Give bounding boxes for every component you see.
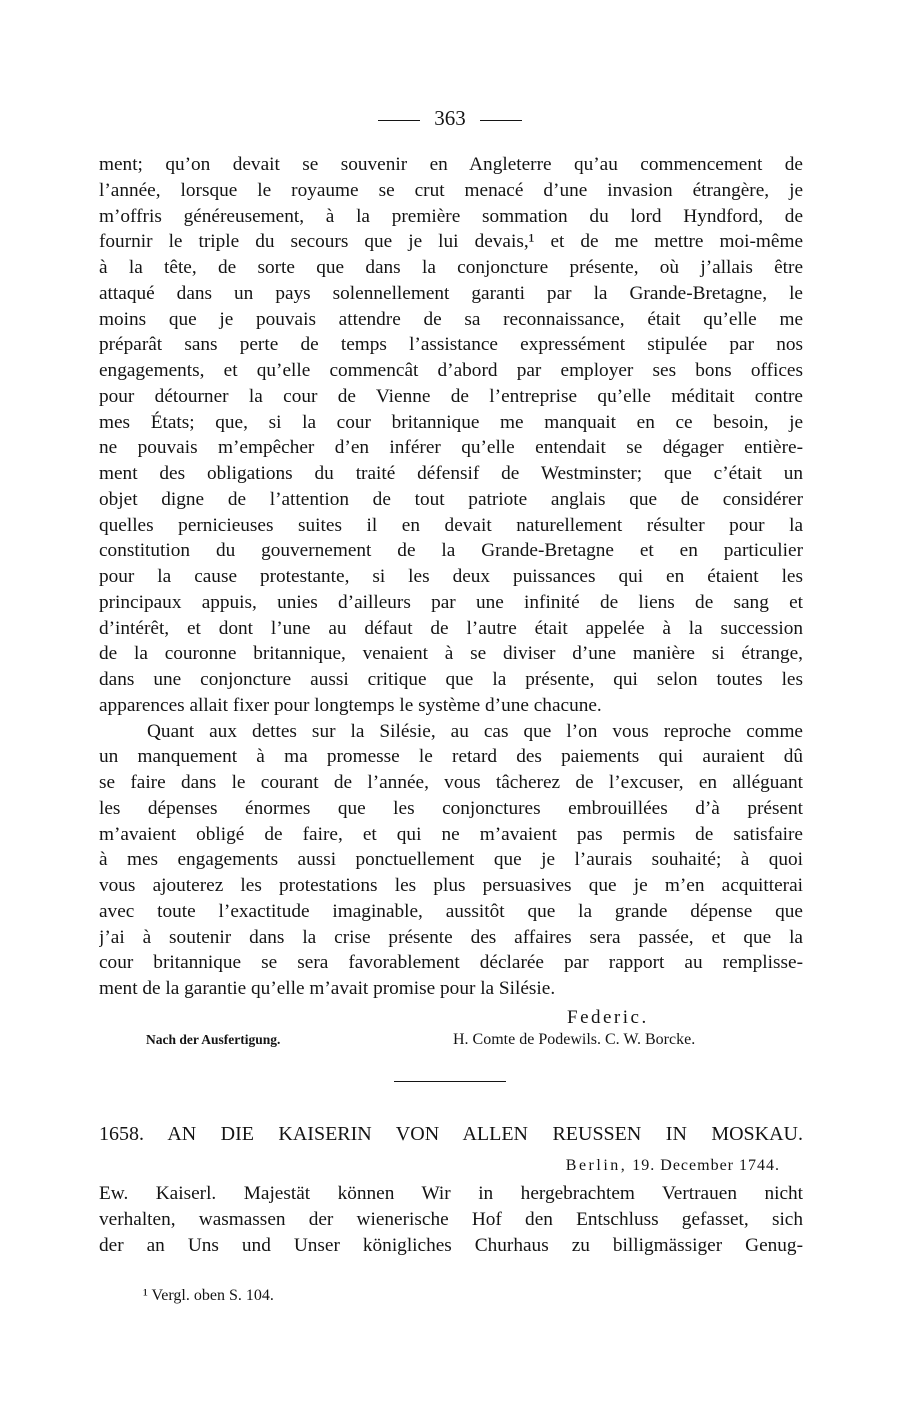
body-line: dans une conjoncture aussi critique que la présente, qui selon toutes les — [99, 669, 803, 690]
body-line: moins que je pouvais attendre de sa reconnaissance, était qu’elle me — [99, 308, 803, 330]
body-line: de la couronne britannique, venaient à se diviser d’une manière si étrange, — [99, 643, 803, 665]
body-line: ne pouvais m’empêcher d’en inférer qu’elle entendait se dégager entière- — [99, 437, 803, 459]
page-number-header — [0, 104, 900, 132]
body-line: Ew. Kaiserl. Majestät können Wir in hergebrachtem Vertrauen nicht — [99, 1183, 803, 1204]
body-line: j’ai à soutenir dans la crise présente des affaires sera passée, et que la — [99, 926, 803, 948]
body-line: engagements, et qu’elle commencât d’abord par employer ses bons offices — [99, 360, 803, 381]
footnote: ¹ Vergl. oben S. 104. — [143, 1287, 274, 1304]
body-line: fournir le triple du secours que je lui devais,¹ et de me mettre moi-même — [99, 231, 803, 253]
body-line: objet digne de l’attention de tout patriote anglais que de considérer — [99, 488, 803, 510]
body-line: l’année, lorsque le royaume se crut menacé d’une invasion étrangère, je — [99, 179, 803, 201]
body-line: verhalten, wasmassen der wienerische Hof den Entschluss gefasset, sich — [99, 1208, 803, 1230]
body-line: se faire dans le courant de l’année, vous tâcherez de l’excuser, en alléguant — [99, 772, 803, 793]
body-line: d’intérêt, et dont l’une au défaut de l’autre était appelée à la succession — [99, 617, 803, 639]
page-number-dash-left — [378, 120, 420, 121]
body-line: un manquement à ma promesse le retard des paiements qui auraient dû — [99, 746, 803, 768]
body-line: der an Uns und Unser königliches Churhaus zu billigmässiger Genug- — [99, 1234, 803, 1256]
body-line: mes États; que, si la cour britannique me manquait en ce besoin, je — [99, 411, 803, 433]
body-line: apparences allait fixer pour longtemps le système d’une chacune. — [99, 694, 602, 716]
body-line: à la tête, de sorte que dans la conjoncture présente, où j’allais être — [99, 257, 803, 278]
body-line: attaqué dans un pays solennellement garanti par la Grande-Bretagne, le — [99, 282, 803, 304]
letter-heading: 1658. AN DIE KAISERIN VON ALLEN REUSSEN IN MOSKAU. — [99, 1123, 803, 1145]
section-divider — [394, 1081, 506, 1082]
source-note: Nach der Ausfertigung. — [146, 1032, 281, 1047]
page-number: 363 — [434, 106, 466, 130]
body-line: vous ajouterez les protestations les plus persuasives que je m’en acquitterai — [99, 875, 803, 896]
page-number-dash-right — [480, 120, 522, 121]
body-line: cour britannique se sera favorablement déclarée par rapport au remplisse- — [99, 952, 803, 974]
dateline-place: Berlin, — [565, 1157, 628, 1174]
body-line: avec toute l’exactitude imaginable, aussitôt que la grande dépense que — [99, 900, 803, 922]
letter-body-german — [99, 1181, 803, 1258]
body-line: quelles pernicieuses suites il en devait naturellement résulter pour la — [99, 514, 803, 536]
body-line: ment; qu’on devait se souvenir en Angleterre qu’au commencement de — [99, 154, 803, 175]
body-line: Quant aux dettes sur la Silésie, au cas que l’on vous reproche comme — [147, 720, 803, 742]
body-line: pour la cause protestante, si les deux puissances qui en étaient les — [99, 566, 803, 587]
letter-body-french — [99, 152, 803, 1002]
body-line: à mes engagements aussi ponctuellement que je l’aurais souhaité; à quoi — [99, 849, 803, 871]
body-line: constitution du gouvernement de la Grande-Bretagne et en particulier — [99, 540, 803, 562]
body-line: ment de la garantie qu’elle m’avait promise pour la Silésie. — [99, 978, 556, 999]
body-line: ment des obligations du traité défensif de Westminster; que c’était un — [99, 463, 803, 484]
body-line: m’avaient obligé de faire, et qui ne m’avaient pas permis de satisfaire — [99, 823, 803, 845]
body-line: pour détourner la cour de Vienne de l’entreprise qu’elle méditait contre — [99, 385, 803, 407]
body-line: m’offris généreusement, à la première sommation du lord Hyndford, de — [99, 205, 803, 227]
body-line: principaux appuis, unies d’ailleurs par une infinité de liens de sang et — [99, 591, 803, 613]
body-line: les dépenses énormes que les conjonctures embrouillées d’à présent — [99, 797, 803, 819]
countersignature: H. Comte de Podewils. C. W. Borcke. — [453, 1031, 696, 1048]
body-line: préparât sans perte de temps l’assistance expressément stipulée par nos — [99, 334, 803, 356]
signature: Federic. — [567, 1007, 649, 1028]
dateline-date: 19. December 1744. — [632, 1157, 780, 1174]
dateline — [460, 1155, 780, 1177]
